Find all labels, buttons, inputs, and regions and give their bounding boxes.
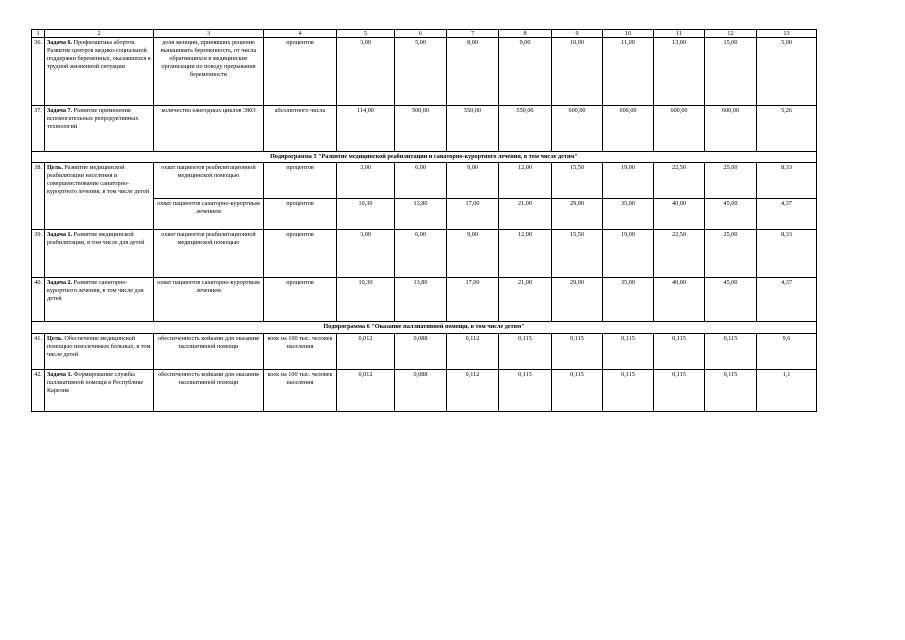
table-row [32, 38, 817, 106]
value-cell: 45,00 [705, 278, 757, 322]
value-cell: 35,00 [603, 199, 654, 230]
goal-cell [45, 278, 154, 322]
row-number: 37. [32, 106, 45, 152]
table-row [32, 334, 817, 370]
goal-label: Задача 1. [47, 231, 73, 239]
goal-text: Развитие медицинской реабилитации населения и совершенствование санаторно-курортного лечения, в том числе детей [47, 164, 150, 196]
value-cell: 550,00 [447, 106, 499, 152]
value-cell: 0,115 [603, 370, 654, 412]
goal-cell [45, 230, 154, 278]
unit-cell: процентов [264, 199, 337, 230]
goal-label: Цель. [47, 335, 63, 343]
subprogram-title: Подпрограмма 5 "Развитие медицинской реабилитации и санаторно-курортного лечения, в том числе детям" [32, 152, 817, 163]
value-cell: 13,80 [395, 278, 447, 322]
row-number: 38. [32, 163, 45, 230]
goal-cell [45, 334, 154, 370]
column-number: 7 [447, 30, 499, 38]
value-cell: 21,00 [499, 278, 552, 322]
value-cell: 19,00 [603, 230, 654, 278]
value-cell: 19,00 [603, 163, 654, 199]
table-row [32, 230, 817, 278]
value-cell: 0,012 [337, 370, 395, 412]
column-number: 10 [603, 30, 654, 38]
value-cell: 5,00 [395, 38, 447, 106]
row-number: 41. [32, 334, 45, 370]
goal-label: Задача 6. [47, 39, 73, 46]
subprogram-title: Подпрограмма 6 "Оказание паллиативной помощи, в том числе детям" [32, 322, 817, 334]
column-number: 9 [552, 30, 603, 38]
goal-cell [45, 163, 154, 230]
value-cell: 3,00 [337, 38, 395, 106]
value-cell: 550,00 [499, 106, 552, 152]
goal-text: Развитие медицинской реабилитации, в том числе для детей [47, 231, 145, 247]
goal-label: Задача 2. [47, 279, 73, 287]
row-number: 42. [32, 370, 45, 412]
value-cell: 22,50 [654, 230, 705, 278]
unit-cell: коек на 100 тыс. человек населения [264, 370, 337, 412]
value-cell: 8,00 [447, 38, 499, 106]
column-number: 13 [757, 30, 817, 38]
value-cell: 10,30 [337, 199, 395, 230]
value-cell: 0,012 [337, 334, 395, 370]
column-number: 11 [654, 30, 705, 38]
value-cell: 21,00 [499, 199, 552, 230]
column-number: 1 [32, 30, 45, 38]
value-cell: 40,00 [654, 278, 705, 322]
value-cell: 0,088 [395, 334, 447, 370]
column-number: 2 [45, 30, 154, 38]
value-cell: 6,00 [395, 230, 447, 278]
unit-cell: процентов [264, 278, 337, 322]
goal-text: Развитие применения вспомогательных репродуктивных технологий [47, 107, 139, 131]
column-number: 4 [264, 30, 337, 38]
value-cell: 9,6 [757, 334, 817, 370]
value-cell: 22,50 [654, 163, 705, 199]
table-row [32, 106, 817, 152]
value-cell: 12,00 [499, 230, 552, 278]
value-cell: 25,00 [705, 230, 757, 278]
value-cell: 9,00 [447, 230, 499, 278]
indicator-name: охват пациентов реабилитационной медицинской помощью [154, 230, 264, 278]
column-number: 8 [499, 30, 552, 38]
value-cell: 3,00 [337, 163, 395, 199]
unit-cell: процентов [264, 38, 337, 106]
goal-text: Профилактика абортов. Развитие центров медико-социальной поддержки беременных, оказавшихся в трудной жизненной ситуации [47, 39, 151, 71]
value-cell: 0,112 [447, 370, 499, 412]
table-row [32, 278, 817, 322]
value-cell: 15,50 [552, 163, 603, 199]
value-cell: 600,00 [552, 106, 603, 152]
value-cell: 0,115 [552, 370, 603, 412]
value-cell: 13,00 [654, 38, 705, 106]
value-cell: 4,37 [757, 199, 817, 230]
indicator-name: обеспеченность койками для оказания паллиативной помощи [154, 370, 264, 412]
value-cell: 0,115 [705, 334, 757, 370]
value-cell: 10,30 [337, 278, 395, 322]
row-number: 40. [32, 278, 45, 322]
goal-text: Обеспечение медицинской помощью неизлечимых больных, в том числе детей [47, 335, 151, 359]
subprogram-row [32, 152, 817, 163]
value-cell: 9,00 [499, 38, 552, 106]
goal-cell [45, 106, 154, 152]
value-cell: 600,00 [603, 106, 654, 152]
unit-cell: процентов [264, 230, 337, 278]
value-cell: 15,50 [552, 230, 603, 278]
value-cell: 3,00 [337, 230, 395, 278]
row-number: 36. [32, 38, 45, 106]
goal-cell [45, 38, 154, 106]
value-cell: 40,00 [654, 199, 705, 230]
column-number: 5 [337, 30, 395, 38]
value-cell: 0,115 [499, 334, 552, 370]
value-cell: 0,115 [654, 334, 705, 370]
indicators-table [31, 29, 817, 412]
value-cell: 15,00 [705, 38, 757, 106]
indicator-name: количество ежегодных циклов ЭКО [154, 106, 264, 152]
column-number-header [32, 30, 817, 38]
value-cell: 29,00 [552, 199, 603, 230]
value-cell: 0,112 [447, 334, 499, 370]
value-cell: 5,00 [757, 38, 817, 106]
indicator-name: охват пациентов реабилитационной медицинской помощью [154, 163, 264, 199]
value-cell: 0,115 [499, 370, 552, 412]
table-row [32, 163, 817, 199]
value-cell: 8,33 [757, 163, 817, 199]
indicator-name: охват пациентов санаторно-курортным лечением [154, 278, 264, 322]
row-number: 39. [32, 230, 45, 278]
unit-cell: абсолютного числа [264, 106, 337, 152]
value-cell: 1,1 [757, 370, 817, 412]
value-cell: 6,00 [395, 163, 447, 199]
goal-cell [45, 370, 154, 412]
value-cell: 13,80 [395, 199, 447, 230]
column-number: 3 [154, 30, 264, 38]
value-cell: 0,115 [603, 334, 654, 370]
indicator-name: доля женщин, принявших решение вынашивать беременность, от числа обратившихся в медицинские организации по поводу прерывания беременности [154, 38, 264, 106]
value-cell: 10,00 [552, 38, 603, 106]
indicator-name: обеспеченность койками для оказания паллиативной помощи [154, 334, 264, 370]
value-cell: 9,00 [447, 163, 499, 199]
column-number: 6 [395, 30, 447, 38]
subprogram-row [32, 322, 817, 334]
column-number: 12 [705, 30, 757, 38]
value-cell: 11,00 [603, 38, 654, 106]
value-cell: 0,115 [552, 334, 603, 370]
table-row [32, 370, 817, 412]
value-cell: 17,00 [447, 278, 499, 322]
value-cell: 25,00 [705, 163, 757, 199]
goal-label: Задача 1. [47, 371, 73, 379]
goal-text: Развитие санаторно-курортного лечения, в том числе для детей [47, 279, 144, 303]
value-cell: 29,00 [552, 278, 603, 322]
value-cell: 12,00 [499, 163, 552, 199]
value-cell: 17,00 [447, 199, 499, 230]
value-cell: 600,00 [654, 106, 705, 152]
value-cell: 600,00 [705, 106, 757, 152]
goal-label: Цель. [47, 164, 63, 172]
value-cell: 35,00 [603, 278, 654, 322]
goal-text: Формирование службы паллиативной помощи в Республике Карелия [47, 371, 144, 395]
value-cell: 500,00 [395, 106, 447, 152]
value-cell: 45,00 [705, 199, 757, 230]
value-cell: 4,37 [757, 278, 817, 322]
indicator-name: охват пациентов санаторно-курортным лечением [154, 199, 264, 230]
table-body [32, 30, 817, 412]
value-cell: 0,115 [705, 370, 757, 412]
unit-cell: коек на 100 тыс. человек населения [264, 334, 337, 370]
goal-label: Задача 7. [47, 107, 73, 114]
value-cell: 8,33 [757, 230, 817, 278]
value-cell: 5,26 [757, 106, 817, 152]
unit-cell: процентов [264, 163, 337, 199]
value-cell: 0,115 [654, 370, 705, 412]
value-cell: 0,088 [395, 370, 447, 412]
value-cell: 114,00 [337, 106, 395, 152]
